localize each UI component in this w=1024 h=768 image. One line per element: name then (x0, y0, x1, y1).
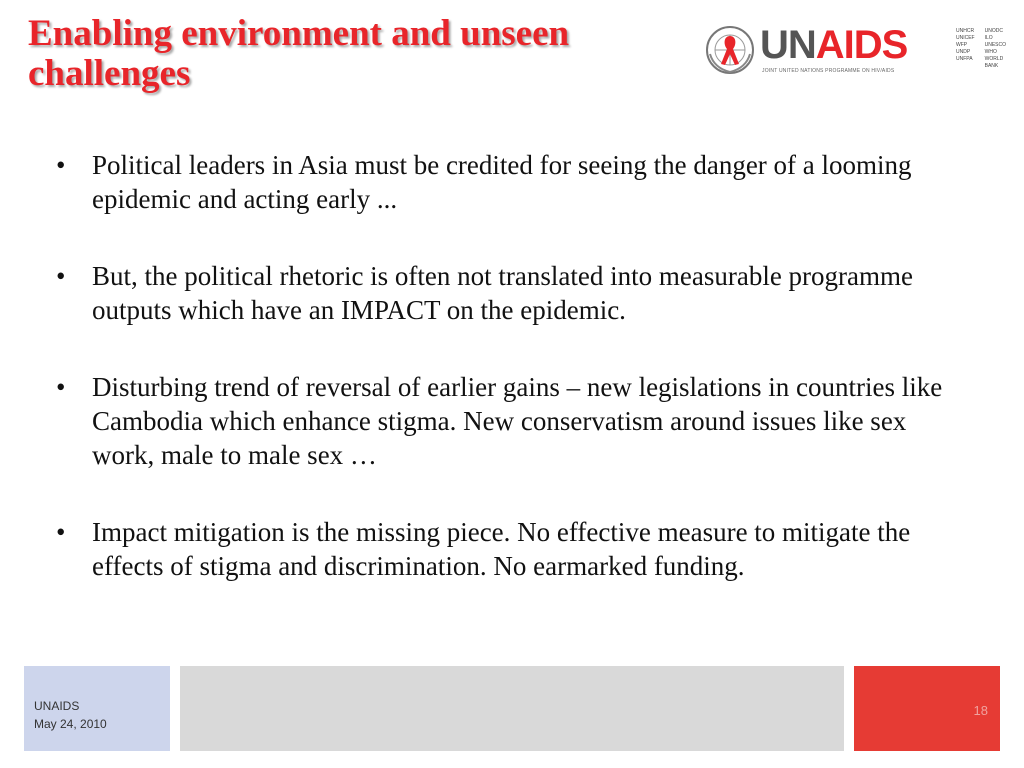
bullet-text: Disturbing trend of reversal of earlier gains – new legislations in countries like Cambodia which enhance stigma. New conservatism around issues like sex work, male to male sex … (92, 372, 943, 470)
bullet-dot: • (56, 517, 66, 547)
cosponsor-item: UNICEF (956, 35, 975, 41)
cosponsor-item: WHO (984, 49, 997, 55)
cosponsor-item: UNODC (984, 28, 1003, 34)
cosponsor-list (956, 28, 1006, 70)
footer-org: UNAIDS (34, 699, 80, 713)
slide-number: 18 (973, 703, 988, 718)
cosponsor-column-2 (985, 28, 1006, 70)
cosponsor-item: ILO (984, 35, 993, 41)
cosponsor-item: UNFPA (956, 56, 973, 62)
bullet-item (56, 370, 956, 472)
footer-middle-panel (180, 666, 844, 751)
bullet-item (56, 259, 956, 327)
unaids-logo (704, 22, 1007, 82)
logo-wordmark: UNAIDS (760, 23, 908, 67)
footer-date: May 24, 2010 (34, 717, 107, 731)
bullet-dot: • (56, 261, 66, 291)
cosponsor-column-1 (956, 28, 975, 70)
cosponsor-item: UNDP (956, 49, 971, 55)
cosponsor-item: WORLD BANK (984, 56, 1004, 69)
slide-title: Enabling environment and unseen challenges (28, 13, 570, 94)
bullet-dot: • (56, 372, 66, 402)
bullet-list (56, 148, 956, 626)
logo-tagline: JOINT UNITED NATIONS PROGRAMME ON HIV/AIDS (762, 68, 895, 74)
bullet-item (56, 515, 956, 583)
bullet-item (56, 148, 956, 216)
bullet-text: But, the political rhetoric is often not translated into measurable programme outputs which have an IMPACT on the epidemic. (92, 261, 914, 325)
bullet-text: Political leaders in Asia must be credited for seeing the danger of a looming epidemic and acting early ... (92, 150, 912, 214)
bullet-dot: • (56, 150, 66, 180)
bullet-text: Impact mitigation is the missing piece. No effective measure to mitigate the effects of stigma and discrimination. No earmarked funding. (92, 517, 911, 581)
cosponsor-item: UNHCR (956, 28, 975, 34)
cosponsor-item: WFP (956, 42, 968, 48)
un-emblem-icon (704, 24, 756, 76)
cosponsor-item: UNESCO (984, 42, 1007, 48)
